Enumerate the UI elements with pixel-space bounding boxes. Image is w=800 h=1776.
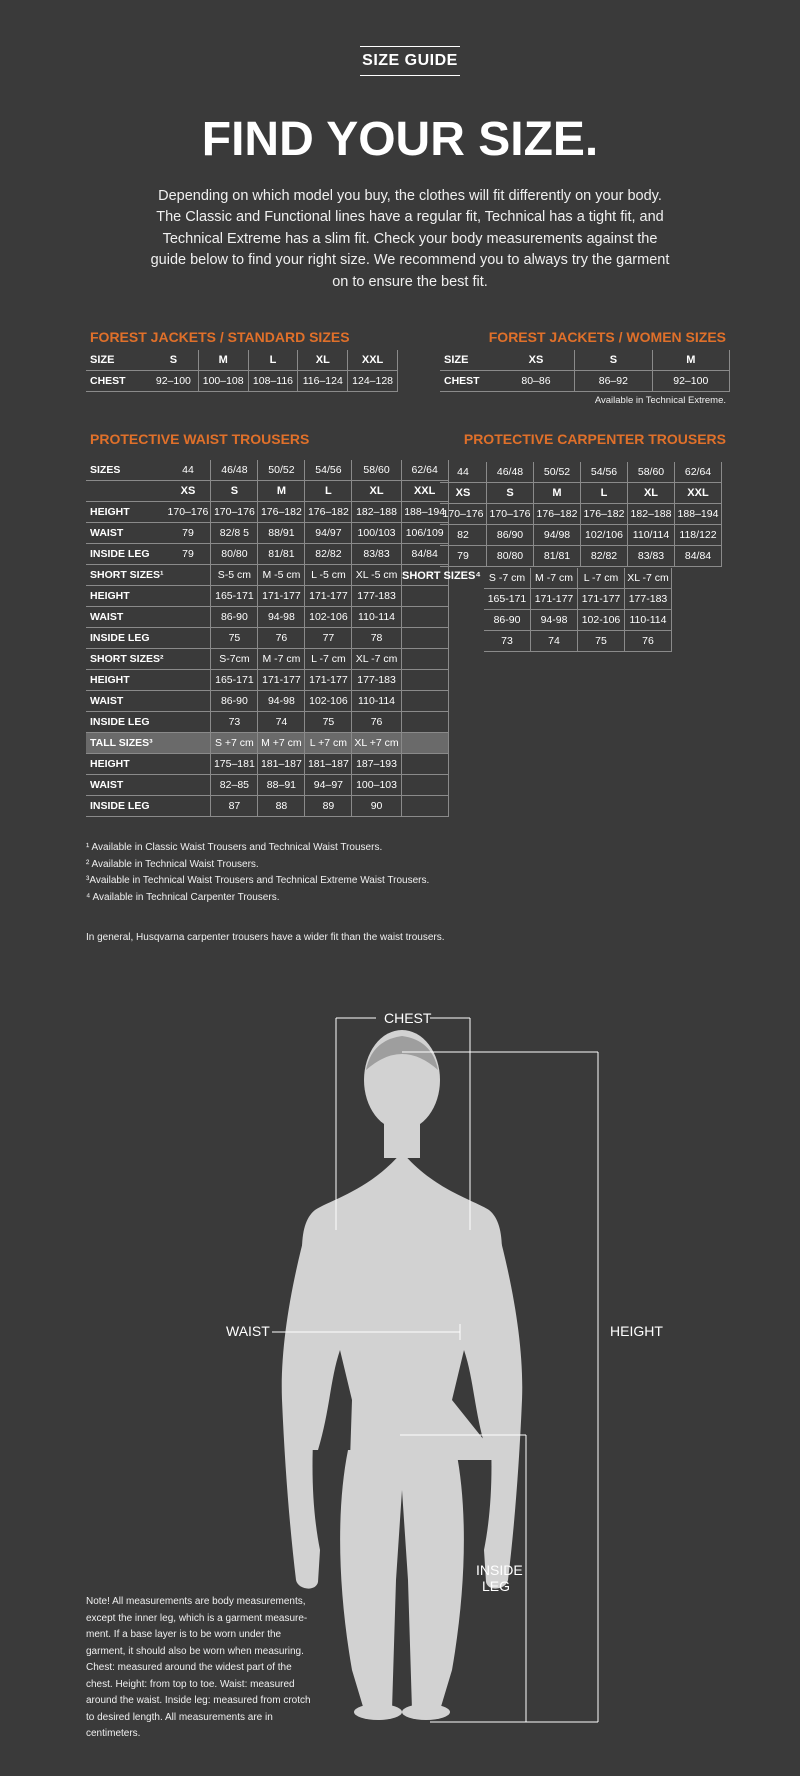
table-cell: SIZE xyxy=(440,350,498,371)
chest-label: CHEST xyxy=(384,1010,432,1026)
table-cell: 110/114 xyxy=(628,525,675,546)
table-cell xyxy=(401,733,448,754)
table-cell: L xyxy=(581,483,628,504)
table-cell xyxy=(401,586,448,607)
table-cell: 82 xyxy=(440,525,487,546)
table-cell: S xyxy=(211,481,258,502)
table-cell xyxy=(401,712,448,733)
table-cell: 171-177 xyxy=(305,670,352,691)
table-cell xyxy=(166,796,211,817)
carpenter-short-sizes-table xyxy=(484,568,672,652)
table-cell: 76 xyxy=(258,628,305,649)
table-cell: 62/64 xyxy=(401,460,448,481)
table-cell: XXL xyxy=(675,483,722,504)
table-cell: XL -7 cm xyxy=(352,649,401,670)
table-row xyxy=(484,631,672,652)
table-row xyxy=(86,607,448,628)
page-title: FIND YOUR SIZE. xyxy=(201,113,599,166)
table-cell: XL xyxy=(352,481,401,502)
table-cell xyxy=(166,775,211,796)
table-cell: 77 xyxy=(305,628,352,649)
table-cell: M xyxy=(258,481,305,502)
intro-text: Depending on which model you buy, the clothes will fit differently on your body. The Classic and Functional lines have a regular fit, Technical has a tight fit, and Technical Extreme has a slim fit. Check your body measurements against the guide below to find your right size. We recommend you to always try the garment on to ensure the best fit. xyxy=(150,188,670,290)
table-cell: 82/82 xyxy=(305,544,352,565)
table-cell: 88/91 xyxy=(258,523,305,544)
table-cell: 176–182 xyxy=(258,502,305,523)
table-cell: M xyxy=(534,483,581,504)
table-cell: S-5 cm xyxy=(211,565,258,586)
table-cell: 86-90 xyxy=(484,610,531,631)
table-cell: 124–128 xyxy=(348,371,398,392)
table-cell: 176–182 xyxy=(534,504,581,525)
general-fit-note: In general, Husqvarna carpenter trousers have a wider fit than the waist trousers. xyxy=(86,932,445,943)
table-row xyxy=(86,565,448,586)
table-row xyxy=(86,733,448,754)
table-cell xyxy=(166,607,211,628)
inside-leg-label-line2: LEG xyxy=(481,1578,510,1594)
table-row xyxy=(440,504,722,525)
table-cell: L xyxy=(305,481,352,502)
table-row xyxy=(86,481,448,502)
table-cell: 79 xyxy=(166,523,211,544)
footnote-3: ³Available in Technical Waist Trousers and Technical Extreme Waist Trousers. xyxy=(86,875,430,886)
jackets-standard-title: FOREST JACKETS / STANDARD SIZES xyxy=(90,329,350,345)
table-cell: XL +7 cm xyxy=(352,733,401,754)
waist-label: WAIST xyxy=(226,1323,270,1339)
table-cell: 83/83 xyxy=(352,544,401,565)
size-guide-tag: SIZE GUIDE xyxy=(360,46,460,76)
table-cell: 83/83 xyxy=(628,546,675,567)
table-row xyxy=(484,568,672,589)
table-cell: CHEST xyxy=(440,371,498,392)
table-cell: XL -7 cm xyxy=(625,568,672,589)
table-cell: 54/56 xyxy=(305,460,352,481)
table-row xyxy=(440,483,722,504)
table-row xyxy=(86,649,448,670)
table-row xyxy=(86,502,448,523)
table-cell: HEIGHT xyxy=(86,502,166,523)
table-row xyxy=(86,712,448,733)
table-cell: 170–176 xyxy=(211,502,258,523)
table-cell: 171-177 xyxy=(531,589,578,610)
table-cell: 110-114 xyxy=(352,607,401,628)
table-cell xyxy=(166,733,211,754)
footnotes xyxy=(86,840,429,906)
table-cell: 188–194 xyxy=(401,502,448,523)
table-cell: XL -5 cm xyxy=(352,565,401,586)
table-row xyxy=(440,546,722,567)
table-cell: 177-183 xyxy=(352,586,401,607)
table-cell: 110-114 xyxy=(625,610,672,631)
table-cell: 94-98 xyxy=(531,610,578,631)
table-cell: 94-98 xyxy=(258,691,305,712)
table-cell: 177-183 xyxy=(352,670,401,691)
table-cell: 176–182 xyxy=(305,502,352,523)
footnote-2: ² Available in Technical Waist Trousers. xyxy=(86,858,259,870)
table-cell: TALL SIZES³ xyxy=(86,733,166,754)
table-cell: 102/106 xyxy=(581,525,628,546)
table-cell: 187–193 xyxy=(352,754,401,775)
table-cell: XS xyxy=(498,350,575,371)
table-cell: 82/8 5 xyxy=(211,523,258,544)
table-cell: 44 xyxy=(440,462,487,483)
table-cell: M +7 cm xyxy=(258,733,305,754)
table-cell: 182–188 xyxy=(628,504,675,525)
table-cell: 100–108 xyxy=(198,371,248,392)
table-cell: 79 xyxy=(166,544,211,565)
table-cell: 73 xyxy=(211,712,258,733)
table-cell: 165-171 xyxy=(211,670,258,691)
table-cell xyxy=(86,481,166,502)
table-cell: XS xyxy=(166,481,211,502)
table-cell: CHEST xyxy=(86,371,149,392)
table-cell: 170–176 xyxy=(487,504,534,525)
table-cell: 108–116 xyxy=(248,371,298,392)
waist-trousers-table xyxy=(86,460,449,817)
table-cell: 84/84 xyxy=(675,546,722,567)
inside-leg-label-line1: INSIDE xyxy=(476,1562,523,1578)
table-cell: XL xyxy=(298,350,348,371)
table-cell: 78 xyxy=(352,628,401,649)
table-cell: INSIDE LEG xyxy=(86,712,166,733)
table-cell: L -7 cm xyxy=(578,568,625,589)
inside-leg-label xyxy=(476,1562,523,1594)
table-cell: S xyxy=(575,350,652,371)
table-cell: 171-177 xyxy=(578,589,625,610)
table-cell: SIZE xyxy=(86,350,149,371)
table-cell: 73 xyxy=(484,631,531,652)
table-cell: 84/84 xyxy=(401,544,448,565)
table-cell xyxy=(401,691,448,712)
table-cell: 175–181 xyxy=(211,754,258,775)
table-cell: 54/56 xyxy=(581,462,628,483)
table-cell xyxy=(401,649,448,670)
table-cell: 50/52 xyxy=(258,460,305,481)
height-label: HEIGHT xyxy=(610,1323,663,1339)
table-cell: 50/52 xyxy=(534,462,581,483)
table-cell: 165-171 xyxy=(211,586,258,607)
footnote-4: ⁴ Available in Technical Carpenter Trousers. xyxy=(86,891,280,903)
table-row xyxy=(484,589,672,610)
table-cell xyxy=(401,754,448,775)
table-cell: 86/90 xyxy=(487,525,534,546)
jackets-standard-table xyxy=(86,350,398,392)
table-cell xyxy=(166,754,211,775)
women-availability-note: Available in Technical Extreme. xyxy=(594,395,726,406)
table-cell: 86–92 xyxy=(575,371,652,392)
body-silhouette xyxy=(282,1030,523,1720)
table-cell: S xyxy=(149,350,198,371)
table-cell: S +7 cm xyxy=(211,733,258,754)
table-cell: 118/122 xyxy=(675,525,722,546)
table-cell: 89 xyxy=(305,796,352,817)
table-row xyxy=(86,523,448,544)
table-cell: HEIGHT xyxy=(86,670,166,691)
table-cell: SIZES xyxy=(86,460,166,481)
table-cell: 171-177 xyxy=(305,586,352,607)
table-cell: 94/98 xyxy=(534,525,581,546)
table-cell: 170–176 xyxy=(166,502,211,523)
table-cell: S xyxy=(487,483,534,504)
table-cell: SHORT SIZES² xyxy=(86,649,166,670)
table-row xyxy=(86,628,448,649)
table-row xyxy=(440,371,730,392)
table-cell: 100/103 xyxy=(352,523,401,544)
footnote-1: ¹ Available in Classic Waist Trousers and Technical Waist Trousers. xyxy=(86,842,383,853)
table-row xyxy=(86,796,448,817)
table-cell: M xyxy=(652,350,729,371)
table-row xyxy=(86,544,448,565)
table-cell: 100–103 xyxy=(352,775,401,796)
table-cell: 80/80 xyxy=(211,544,258,565)
table-cell: 74 xyxy=(531,631,578,652)
table-cell: 87 xyxy=(211,796,258,817)
table-cell xyxy=(166,586,211,607)
table-row xyxy=(86,350,398,371)
table-cell: 106/109 xyxy=(401,523,448,544)
table-cell: 176–182 xyxy=(581,504,628,525)
table-row xyxy=(86,754,448,775)
table-cell: 82/82 xyxy=(581,546,628,567)
table-cell: 58/60 xyxy=(352,460,401,481)
table-row xyxy=(440,350,730,371)
waist-trousers-title: PROTECTIVE WAIST TROUSERS xyxy=(90,431,310,447)
table-row xyxy=(440,525,722,546)
table-cell: XXL xyxy=(348,350,398,371)
table-cell: HEIGHT xyxy=(86,754,166,775)
table-cell: M -7 cm xyxy=(531,568,578,589)
table-cell xyxy=(166,628,211,649)
table-cell xyxy=(166,649,211,670)
table-cell: 181–187 xyxy=(258,754,305,775)
table-cell: L -5 cm xyxy=(305,565,352,586)
table-cell: S -7 cm xyxy=(484,568,531,589)
table-cell: WAIST xyxy=(86,607,166,628)
table-cell: 88–91 xyxy=(258,775,305,796)
table-row xyxy=(86,775,448,796)
table-row xyxy=(484,610,672,631)
table-cell: 79 xyxy=(440,546,487,567)
table-cell: 181–187 xyxy=(305,754,352,775)
table-cell: 102-106 xyxy=(305,607,352,628)
table-cell xyxy=(166,565,211,586)
table-cell: 88 xyxy=(258,796,305,817)
table-cell: 75 xyxy=(305,712,352,733)
table-cell: INSIDE LEG xyxy=(86,544,166,565)
table-cell: WAIST xyxy=(86,523,166,544)
table-cell: XL xyxy=(628,483,675,504)
table-cell: 165-171 xyxy=(484,589,531,610)
table-cell: 116–124 xyxy=(298,371,348,392)
table-cell: 75 xyxy=(211,628,258,649)
table-cell: M xyxy=(198,350,248,371)
table-cell: 58/60 xyxy=(628,462,675,483)
table-cell: WAIST xyxy=(86,775,166,796)
table-cell: INSIDE LEG xyxy=(86,628,166,649)
table-row xyxy=(440,462,722,483)
carpenter-short-sizes-label: SHORT SIZES⁴ xyxy=(402,570,481,582)
table-cell: 46/48 xyxy=(487,462,534,483)
table-row xyxy=(86,460,448,481)
table-cell: 76 xyxy=(352,712,401,733)
table-cell: L -7 cm xyxy=(305,649,352,670)
table-cell xyxy=(166,712,211,733)
table-cell: 170–176 xyxy=(440,504,487,525)
table-cell: XS xyxy=(440,483,487,504)
table-cell: INSIDE LEG xyxy=(86,796,166,817)
table-cell: 44 xyxy=(166,460,211,481)
table-cell: 62/64 xyxy=(675,462,722,483)
table-cell xyxy=(166,670,211,691)
table-cell: SHORT SIZES¹ xyxy=(86,565,166,586)
table-cell: 171-177 xyxy=(258,586,305,607)
table-cell xyxy=(401,775,448,796)
table-cell xyxy=(401,607,448,628)
table-cell: HEIGHT xyxy=(86,586,166,607)
table-cell: 94-98 xyxy=(258,607,305,628)
table-cell: 75 xyxy=(578,631,625,652)
jackets-women-title: FOREST JACKETS / WOMEN SIZES xyxy=(488,329,726,345)
table-cell: 76 xyxy=(625,631,672,652)
table-cell: M -7 cm xyxy=(258,649,305,670)
table-row xyxy=(86,691,448,712)
table-cell: S-7cm xyxy=(211,649,258,670)
table-cell: 80–86 xyxy=(498,371,575,392)
table-cell: 81/81 xyxy=(534,546,581,567)
table-cell: 92–100 xyxy=(652,371,729,392)
table-cell: 92–100 xyxy=(149,371,198,392)
table-cell: 102-106 xyxy=(578,610,625,631)
table-cell: 94–97 xyxy=(305,775,352,796)
table-cell: 74 xyxy=(258,712,305,733)
table-cell: 82–85 xyxy=(211,775,258,796)
table-cell: M -5 cm xyxy=(258,565,305,586)
table-cell xyxy=(401,670,448,691)
table-cell: 110-114 xyxy=(352,691,401,712)
table-cell: 90 xyxy=(352,796,401,817)
table-cell xyxy=(166,691,211,712)
table-cell: 188–194 xyxy=(675,504,722,525)
table-cell: 177-183 xyxy=(625,589,672,610)
table-cell: L +7 cm xyxy=(305,733,352,754)
jackets-women-table xyxy=(440,350,730,392)
table-cell: 171-177 xyxy=(258,670,305,691)
table-cell xyxy=(401,796,448,817)
table-cell: 81/81 xyxy=(258,544,305,565)
table-cell: 94/97 xyxy=(305,523,352,544)
table-row xyxy=(86,371,398,392)
measurement-note: Note! All measurements are body measurements, except the inner leg, which is a garment measure- ment. If a base layer is to be worn under the garment, it should also be worn when measuring. Chest: measured around the widest part of the chest. Height: from top to toe. Waist: measured around the waist. Inside leg: measured from crotch to desired length. All measurements are in centimeters. xyxy=(86,1596,311,1739)
table-cell: WAIST xyxy=(86,691,166,712)
carpenter-trousers-title: PROTECTIVE CARPENTER TROUSERS xyxy=(463,431,726,447)
table-cell: 46/48 xyxy=(211,460,258,481)
table-cell: 182–188 xyxy=(352,502,401,523)
table-row xyxy=(86,670,448,691)
table-row xyxy=(86,586,448,607)
table-cell xyxy=(401,628,448,649)
table-cell: XXL xyxy=(401,481,448,502)
carpenter-trousers-table xyxy=(440,462,722,567)
table-cell: 80/80 xyxy=(487,546,534,567)
table-cell: 102-106 xyxy=(305,691,352,712)
table-cell: 86-90 xyxy=(211,607,258,628)
table-cell: 86-90 xyxy=(211,691,258,712)
table-cell: L xyxy=(248,350,298,371)
